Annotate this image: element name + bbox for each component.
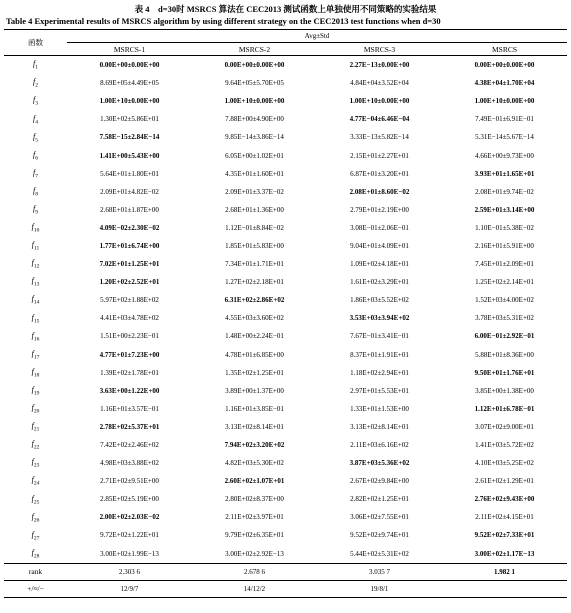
result-cell: 1.52E+03±4.00E+02 — [475, 296, 534, 305]
table-row — [4, 490, 567, 508]
function-label — [4, 400, 67, 418]
result-cell: 1.41E+03±5.72E+02 — [475, 441, 534, 450]
function-label — [4, 110, 67, 128]
result-cell: 1.00E+10±0.00E+00 — [99, 97, 160, 106]
function-symbol: f — [31, 457, 34, 467]
function-symbol: f — [33, 185, 36, 195]
function-index: 7 — [35, 173, 38, 180]
result-cell: 5.64E+01±1.80E+01 — [100, 169, 159, 178]
function-label — [4, 92, 67, 110]
result-cell: 1.39E+02±1.78E+01 — [100, 368, 159, 377]
rank-cell: 2.303 6 — [67, 563, 192, 580]
result-cell: 1.20E+02±2.52E+01 — [99, 278, 160, 287]
table-row — [4, 508, 567, 526]
function-symbol: f — [31, 384, 34, 394]
function-symbol: f — [33, 131, 36, 141]
result-cell: 1.35E+02±1.25E+01 — [225, 368, 284, 377]
function-label — [4, 56, 67, 75]
function-symbol: f — [31, 511, 34, 521]
table-row — [4, 56, 567, 75]
result-cell: 4.38E+04±1.70E+04 — [474, 79, 535, 88]
function-label — [4, 545, 67, 564]
result-cell: 0.00E+00±0.00E+00 — [99, 61, 160, 70]
result-cell: 2.11E+02±4.15E+01 — [475, 513, 534, 522]
result-cell: 9.72E+02±1.22E+01 — [100, 531, 159, 540]
function-label — [4, 183, 67, 201]
function-label — [4, 219, 67, 237]
function-symbol: f — [31, 312, 34, 322]
table-row — [4, 454, 567, 472]
result-cell: 2.79E+01±2.19E+00 — [350, 205, 409, 214]
function-index: 27 — [33, 535, 40, 542]
rank-cell: 3.035 7 — [317, 563, 442, 580]
result-cell: 2.82E+02±1.25E+01 — [350, 495, 409, 504]
result-cell: 7.94E+02±3.20E+02 — [224, 441, 285, 450]
column-header-msrcs-2: MSRCS-2 — [192, 43, 317, 56]
function-index: 8 — [35, 191, 38, 198]
function-index: 4 — [35, 119, 38, 126]
function-symbol: f — [31, 366, 34, 376]
table-row — [4, 400, 567, 418]
function-index: 26 — [33, 517, 40, 524]
table-row — [4, 436, 567, 454]
function-index: 12 — [33, 263, 40, 270]
result-cell: 2.08E+01±9.74E−02 — [475, 187, 534, 196]
result-cell: 1.41E+00±5.43E+00 — [99, 151, 160, 160]
result-cell: 2.59E+01±3.14E+00 — [474, 205, 535, 214]
table-row — [4, 183, 567, 201]
result-cell: 2.71E+02±9.51E+00 — [100, 477, 159, 486]
result-cell: 3.00E+02±1.17E−13 — [474, 549, 535, 558]
result-cell: 7.88E+00±4.90E+00 — [225, 115, 284, 124]
result-cell: 0.00E+00±0.00E+00 — [474, 61, 535, 70]
column-header-msrcs-1: MSRCS-1 — [67, 43, 192, 56]
result-cell: 7.02E+01±1.25E+01 — [99, 260, 160, 269]
function-label — [4, 508, 67, 526]
result-cell: 2.80E+02±8.37E+00 — [225, 495, 284, 504]
win-tie-loss-cell — [442, 580, 567, 597]
result-cell: 3.87E+03±5.36E+02 — [349, 459, 410, 468]
function-index: 28 — [33, 553, 40, 560]
function-label — [4, 74, 67, 92]
result-cell: 7.34E+01±1.71E+01 — [225, 260, 284, 269]
table-row — [4, 526, 567, 544]
table-row — [4, 382, 567, 400]
result-cell: 9.52E+02±7.33E+01 — [474, 531, 535, 540]
rank-row — [4, 563, 567, 580]
column-header-msrcs-3: MSRCS-3 — [317, 43, 442, 56]
function-label — [4, 327, 67, 345]
function-symbol: f — [33, 204, 36, 213]
result-cell: 9.52E+02±9.74E+01 — [350, 531, 409, 540]
result-cell: 1.85E+01±5.83E+00 — [225, 241, 284, 250]
column-header-msrcs: MSRCS — [442, 43, 567, 56]
function-symbol: f — [33, 77, 36, 87]
avg-std-group-header: Avg±Std — [67, 30, 567, 43]
result-cell: 1.09E+02±4.18E+01 — [350, 260, 409, 269]
result-cell: 2.11E+03±6.16E+02 — [350, 441, 409, 450]
result-cell: 2.97E+01±5.53E+01 — [350, 386, 409, 395]
table-caption-english: Table 4 Experimental results of MSRCS algorithm by using different strategy on the CEC2013 test functions when d=30 — [6, 16, 441, 26]
table-row — [4, 291, 567, 309]
result-cell: 6.00E−01±2.92E−01 — [474, 332, 535, 341]
function-label — [4, 273, 67, 291]
function-label — [4, 418, 67, 436]
table-row — [4, 110, 567, 128]
function-symbol: f — [31, 240, 34, 250]
result-cell: 3.93E+01±1.65E+01 — [474, 169, 535, 178]
win-tie-loss-label: +/≈/− — [4, 580, 67, 597]
result-cell: 1.86E+03±5.52E+02 — [350, 296, 409, 305]
result-cell: 0.00E+00±0.00E+00 — [224, 61, 285, 70]
result-cell: 5.97E+02±1.88E+02 — [100, 296, 159, 305]
table-row — [4, 219, 567, 237]
results-table — [4, 29, 567, 598]
function-label — [4, 255, 67, 273]
result-cell: 1.77E+01±6.74E+00 — [99, 241, 160, 250]
result-cell: 5.31E−14±5.67E−14 — [475, 133, 534, 142]
result-cell: 4.84E+04±3.52E+04 — [350, 79, 409, 88]
result-cell: 4.10E+03±5.25E+02 — [475, 459, 534, 468]
result-cell: 6.05E+00±1.02E+01 — [225, 151, 284, 160]
result-cell: 5.44E+02±5.31E+02 — [350, 549, 409, 558]
function-index: 17 — [33, 354, 40, 361]
result-cell: 4.78E+01±6.85E+00 — [225, 350, 284, 359]
result-cell: 2.15E+01±2.27E+01 — [350, 151, 409, 160]
result-cell: 4.35E+01±1.60E+01 — [225, 169, 284, 178]
win-tie-loss-cell: 14/12/2 — [192, 580, 317, 597]
function-symbol: f — [31, 222, 34, 232]
result-cell: 3.13E+02±8.14E+01 — [350, 422, 409, 431]
function-label — [4, 454, 67, 472]
result-cell: 7.42E+02±2.46E+02 — [100, 441, 159, 450]
result-cell: 2.85E+02±5.19E+00 — [100, 495, 159, 504]
result-cell: 4.82E+03±5.30E+02 — [225, 459, 284, 468]
function-symbol: f — [33, 113, 36, 123]
function-index: 19 — [33, 390, 40, 397]
result-cell: 3.08E−01±2.06E−01 — [350, 223, 409, 232]
result-cell: 7.67E−01±3.41E−01 — [350, 332, 409, 341]
function-index: 24 — [33, 481, 40, 487]
result-cell: 1.18E+02±2.94E+01 — [350, 368, 409, 377]
result-cell: 1.00E+10±0.00E+00 — [349, 97, 410, 106]
result-cell: 7.45E+01±2.09E+01 — [475, 260, 534, 269]
function-index: 20 — [33, 408, 40, 415]
result-cell: 2.60E+02±1.07E+01 — [224, 477, 285, 486]
function-symbol: f — [31, 439, 34, 449]
result-cell: 1.00E+10±0.00E+00 — [474, 97, 535, 106]
result-cell: 3.13E+02±8.14E+01 — [225, 422, 284, 431]
result-cell: 2.68E+01±1.36E+00 — [225, 205, 284, 214]
function-label — [4, 526, 67, 544]
table-row — [4, 237, 567, 255]
function-index: 2 — [35, 82, 38, 89]
table-row — [4, 165, 567, 183]
table-row — [4, 146, 567, 164]
summary-body — [4, 563, 567, 597]
function-label — [4, 436, 67, 454]
function-symbol: f — [33, 59, 36, 69]
table-row — [4, 273, 567, 291]
result-cell: 1.48E+00±2.24E−01 — [225, 332, 284, 341]
function-index: 10 — [33, 227, 40, 234]
function-index: 14 — [33, 300, 40, 307]
table-row — [4, 128, 567, 146]
result-cell: 4.98E+03±3.88E+02 — [100, 459, 159, 468]
win-tie-loss-row — [4, 580, 567, 597]
result-cell: 2.61E+02±1.29E+01 — [475, 477, 534, 486]
function-column-header: 函数 — [4, 30, 67, 56]
result-cell: 7.49E−01±6.91E−01 — [475, 115, 534, 124]
result-cell: 3.00E+02±1.99E−13 — [100, 549, 159, 558]
table-row — [4, 201, 567, 219]
result-cell: 1.61E+02±3.29E+01 — [350, 278, 409, 287]
function-index: 9 — [35, 209, 38, 216]
function-symbol: f — [31, 403, 34, 413]
function-label — [4, 490, 67, 508]
result-cell: 3.07E+02±9.00E+01 — [475, 422, 534, 431]
function-index: 6 — [35, 155, 38, 162]
function-index: 18 — [33, 372, 40, 379]
function-symbol: f — [31, 475, 34, 485]
rank-cell: 1.982 1 — [442, 563, 567, 580]
result-cell: 1.16E+01±3.85E−01 — [225, 404, 284, 413]
result-cell: 3.78E+03±5.31E+02 — [475, 314, 534, 323]
function-label — [4, 128, 67, 146]
result-cell: 1.51E+00±2.23E−01 — [100, 332, 159, 341]
result-cell: 3.00E+02±2.92E−13 — [225, 549, 284, 558]
function-results-body — [4, 56, 567, 564]
result-cell: 1.30E+02±5.86E+01 — [100, 115, 159, 124]
function-symbol: f — [33, 167, 36, 177]
result-cell: 7.58E−15±2.84E−14 — [99, 133, 160, 142]
function-symbol: f — [31, 258, 34, 268]
result-cell: 2.09E+01±4.82E−02 — [100, 187, 159, 196]
function-index: 11 — [33, 245, 40, 252]
function-index: 22 — [33, 444, 40, 451]
result-cell: 4.09E−02±2.30E−02 — [99, 223, 160, 232]
function-symbol: f — [31, 330, 34, 340]
function-symbol: f — [31, 529, 34, 539]
result-cell: 2.11E+02±3.97E+01 — [225, 513, 284, 522]
table-header — [4, 30, 567, 56]
result-cell: 8.37E+01±1.91E+01 — [350, 350, 409, 359]
function-label — [4, 201, 67, 219]
result-cell: 2.27E−13±0.00E+00 — [349, 61, 410, 70]
function-index: 16 — [33, 336, 40, 343]
table-row — [4, 346, 567, 364]
function-index: 13 — [33, 281, 40, 288]
function-index: 5 — [35, 137, 38, 144]
function-index: 3 — [35, 101, 38, 108]
result-cell: 3.85E+00±1.38E+00 — [475, 386, 534, 395]
table-row — [4, 418, 567, 436]
function-index: 23 — [33, 462, 40, 469]
function-label — [4, 237, 67, 255]
table-row — [4, 472, 567, 490]
result-cell: 9.50E+01±1.76E+01 — [474, 368, 535, 377]
function-label — [4, 146, 67, 164]
function-index: 15 — [33, 318, 40, 325]
rank-label: rank — [4, 563, 67, 580]
result-cell: 9.79E+02±6.35E+01 — [225, 531, 284, 540]
win-tie-loss-cell: 12/9/7 — [67, 580, 192, 597]
result-cell: 4.77E+01±7.23E+00 — [99, 350, 160, 359]
result-cell: 2.16E+01±5.91E+00 — [475, 241, 534, 250]
result-cell: 2.67E+02±9.84E+00 — [350, 477, 409, 486]
function-label — [4, 472, 67, 490]
result-cell: 4.77E−04±6.46E−04 — [349, 115, 410, 124]
result-cell: 8.69E+05±4.49E+05 — [100, 79, 159, 88]
function-label — [4, 165, 67, 183]
result-cell: 1.33E+01±1.53E+00 — [350, 404, 409, 413]
result-cell: 1.12E−01±8.84E−02 — [225, 223, 284, 232]
function-symbol: f — [31, 276, 34, 286]
result-cell: 1.16E+01±3.57E−01 — [100, 404, 159, 413]
function-symbol: f — [33, 149, 36, 159]
result-cell: 3.63E+00±1.22E+00 — [99, 386, 160, 395]
result-cell: 2.00E+02±2.03E−02 — [99, 513, 160, 522]
table-row — [4, 364, 567, 382]
table-row — [4, 74, 567, 92]
result-cell: 1.12E+01±6.78E−01 — [474, 404, 535, 413]
function-label — [4, 364, 67, 382]
result-cell: 2.76E+02±9.43E+00 — [474, 495, 535, 504]
result-cell: 6.31E+02±2.86E+02 — [224, 296, 285, 305]
function-label — [4, 346, 67, 364]
function-symbol: f — [31, 348, 34, 358]
result-cell: 4.41E+03±4.78E+02 — [100, 314, 159, 323]
table-row — [4, 327, 567, 345]
result-cell: 1.27E+02±2.18E+01 — [225, 278, 284, 287]
table-row — [4, 309, 567, 327]
function-symbol: f — [31, 493, 34, 503]
result-cell: 6.87E+01±3.20E+01 — [350, 169, 409, 178]
table-row — [4, 545, 567, 564]
result-cell: 2.08E+01±8.60E−02 — [349, 187, 410, 196]
function-index: 21 — [33, 426, 40, 433]
result-cell: 9.64E+05±5.70E+05 — [225, 79, 284, 88]
result-cell: 1.00E+10±0.00E+00 — [224, 97, 285, 106]
result-cell: 3.53E+03±3.94E+02 — [349, 314, 410, 323]
result-cell: 2.09E+01±3.37E−02 — [225, 187, 284, 196]
function-symbol: f — [33, 95, 36, 105]
result-cell: 9.04E+01±4.09E+01 — [350, 241, 409, 250]
result-cell: 2.68E+01±1.87E+00 — [100, 205, 159, 214]
function-symbol: f — [31, 294, 34, 304]
table-caption-chinese: 表 4 d=30时 MSRCS 算法在 CEC2013 测试函数上单独使用不同策略的实验结果 — [134, 4, 437, 14]
function-symbol: f — [31, 547, 34, 557]
rank-cell: 2.678 6 — [192, 563, 317, 580]
result-cell: 1.25E+02±2.14E+01 — [475, 278, 534, 287]
result-cell: 3.89E+00±1.37E+00 — [225, 386, 284, 395]
table-row — [4, 255, 567, 273]
win-tie-loss-cell: 19/8/1 — [317, 580, 442, 597]
result-cell: 1.10E−01±5.38E−02 — [475, 223, 534, 232]
result-cell: 4.55E+03±3.60E+02 — [225, 314, 284, 323]
result-cell: 5.88E+01±8.36E+00 — [475, 350, 534, 359]
function-index: 1 — [35, 64, 38, 71]
function-label — [4, 309, 67, 327]
function-label — [4, 291, 67, 309]
result-cell: 3.06E+02±7.55E+01 — [350, 513, 409, 522]
result-cell: 9.85E−14±3.86E−14 — [225, 133, 284, 142]
result-cell: 2.78E+02±5.37E+01 — [99, 422, 160, 431]
result-cell: 3.33E−13±5.82E−14 — [350, 133, 409, 142]
function-label — [4, 382, 67, 400]
result-cell: 4.66E+00±9.73E+00 — [475, 151, 534, 160]
function-index: 25 — [33, 499, 40, 506]
function-symbol: f — [31, 421, 34, 431]
table-row — [4, 92, 567, 110]
